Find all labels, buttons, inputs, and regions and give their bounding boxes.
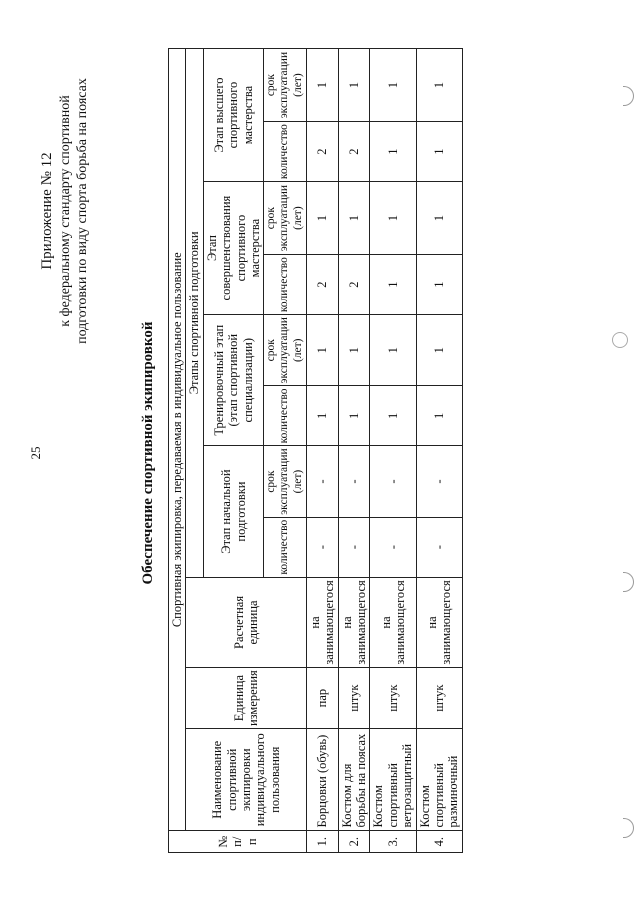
header-term: срок эксплуатации (лет): [264, 445, 307, 516]
row-name: Борцовки (обувь): [306, 728, 338, 830]
row-s4-term: 1: [306, 48, 338, 121]
row-s1-term: -: [306, 445, 338, 516]
row-num: 4.: [416, 830, 462, 852]
row-num: 2.: [338, 830, 370, 852]
header-calc: Расчетная единица: [186, 577, 307, 668]
header-qty: количество: [264, 254, 307, 314]
header-num: № п/п: [169, 830, 307, 852]
table-row: [416, 48, 462, 852]
header-stage-1: Этап начальной подготовки: [203, 445, 264, 576]
punch-hole-mark: [623, 86, 634, 106]
header-term: срок эксплуатации (лет): [264, 181, 307, 254]
punch-hole-mark: [623, 572, 634, 592]
row-s4-qty: 1: [416, 121, 462, 181]
row-s2-term: 1: [306, 314, 338, 385]
header-stage-3: Этап совершенствования спортивного мастерства: [203, 181, 264, 314]
row-s2-qty: 1: [370, 385, 416, 445]
row-calc: на занимающегося: [338, 577, 370, 668]
row-name: Костюм спортивный ветрозащитный: [370, 728, 416, 830]
row-s4-term: 1: [338, 48, 370, 121]
row-s1-term: -: [416, 445, 462, 516]
appendix-line-2: к федеральному стандарту спортивной: [57, 94, 73, 327]
row-s4-term: 1: [370, 48, 416, 121]
row-s3-term: 1: [370, 181, 416, 254]
row-s1-term: -: [338, 445, 370, 516]
header-name: Наименование спортивной экипировки индивидуального пользования: [186, 728, 307, 830]
header-stage-4: Этап высшего спортивного мастерства: [203, 48, 264, 181]
row-calc: на занимающегося: [306, 577, 338, 668]
stamp-mark: [612, 332, 628, 348]
header-stage-2: Тренировочный этап (этап спортивной специализации): [203, 314, 264, 445]
table-row: [306, 48, 338, 852]
row-s1-term: -: [370, 445, 416, 516]
rotated-page: [20, 23, 620, 883]
row-s1-qty: -: [416, 517, 462, 577]
appendix-line-1: Приложение № 12: [39, 151, 55, 270]
header-stages: Этапы спортивной подготовки: [186, 48, 203, 577]
header-unit: Единица измерения: [186, 667, 307, 728]
row-s3-qty: 2: [338, 254, 370, 314]
row-s2-qty: 1: [306, 385, 338, 445]
row-s4-term: 1: [416, 48, 462, 121]
table-row: [338, 48, 370, 852]
row-name: Костюм спортивный разминочный: [416, 728, 462, 830]
row-s3-term: 1: [416, 181, 462, 254]
row-s3-qty: 1: [416, 254, 462, 314]
header-term: срок эксплуатации (лет): [264, 314, 307, 385]
row-s1-qty: -: [370, 517, 416, 577]
row-s1-qty: -: [306, 517, 338, 577]
row-calc: на занимающегося: [370, 577, 416, 668]
page-number: 25: [28, 446, 43, 459]
row-unit: штук: [338, 667, 370, 728]
row-unit: пар: [306, 667, 338, 728]
row-s1-qty: -: [338, 517, 370, 577]
row-num: 1.: [306, 830, 338, 852]
document-title: Обеспечение спортивной экипировкой: [140, 321, 156, 585]
row-name: Костюм для борьбы на поясах: [338, 728, 370, 830]
row-calc: на занимающегося: [416, 577, 462, 668]
row-num: 3.: [370, 830, 416, 852]
row-s4-qty: 1: [370, 121, 416, 181]
header-qty: количество: [264, 385, 307, 445]
punch-hole-mark: [623, 818, 634, 838]
header-qty: количество: [264, 517, 307, 577]
appendix-line-3: подготовки по виду спорта борьба на поясах: [75, 77, 91, 344]
row-s4-qty: 2: [306, 121, 338, 181]
header-term: срок эксплуатации (лет): [264, 48, 307, 121]
row-unit: штук: [416, 667, 462, 728]
row-s2-qty: 1: [338, 385, 370, 445]
row-s3-term: 1: [338, 181, 370, 254]
row-s3-term: 1: [306, 181, 338, 254]
header-qty: количество: [264, 121, 307, 181]
row-s2-term: 1: [416, 314, 462, 385]
header-top: Спортивная экипировка, передаваемая в индивидуальное пользование: [169, 48, 186, 830]
row-s2-term: 1: [338, 314, 370, 385]
row-s4-qty: 2: [338, 121, 370, 181]
row-s2-term: 1: [370, 314, 416, 385]
row-unit: штук: [370, 667, 416, 728]
equipment-table: [168, 48, 463, 853]
table-row: [370, 48, 416, 852]
row-s2-qty: 1: [416, 385, 462, 445]
row-s3-qty: 1: [370, 254, 416, 314]
appendix-note: [38, 41, 92, 381]
row-s3-qty: 2: [306, 254, 338, 314]
